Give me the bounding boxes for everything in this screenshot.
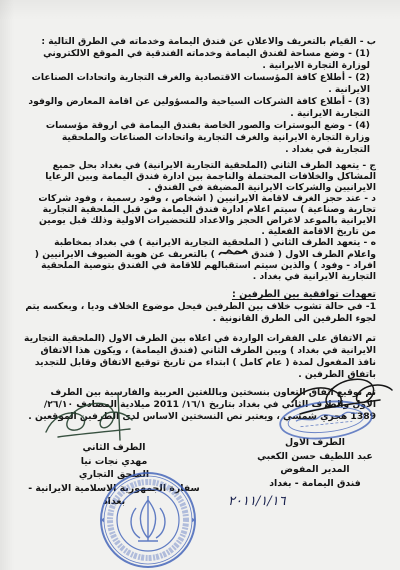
clause-b-item-2: (2) - أطلاع كافة المؤسسات الاقتصادية والغرف التجارية واتحادات الصناعات الايرانية . [31, 72, 370, 95]
clause-b-item-3: (3) - أطلاع كافة الشركات السياحية والمسؤولين عن اقامة المعارض والوفود التجارية الايرانية . [28, 96, 370, 119]
clause-h [24, 237, 376, 282]
ink-scribble-mark [218, 248, 248, 258]
mutual-obligation-1: 1- في حالة تشوب خلاف بين الطرفين فيحل موضوع الخلاف وديا ، وبعكسه يتم لجوء الطرفين الى الطرق القانونية . [25, 301, 376, 324]
handwritten-date: ٢٠١١/١/١٦ [228, 494, 286, 509]
clause-d: د - عند حجز الغرف لاقامة الايرانيين ( اشخاص ، وفود رسمية ، وفود شركات تجارية وصناعية ) سيتم اعلام ادارة فندق اليمامة من قبل الملحقية التجارية الايرانية بالموعد لاغراض الحجز والاعداد للتحضيرات الاولية وذلك قبل يومين من تاريخ الاقامة الفعلية . [38, 193, 376, 237]
clause-b-list [24, 48, 376, 156]
clause-b-item-1: (1) - وضع مساحة لفندق اليمامة وخدماته الفندقية في الموقع الالكتروني لوزارة التجارة الايرانية . [43, 48, 370, 71]
clause-b-intro: ب - القيام بالتعريف والاعلان عن فندق اليمامة وخدماته في الطرق التالية : [41, 36, 376, 47]
party-two-organization: سفارة الجمهورية الاسلامية الايرانية - بغداد [28, 482, 200, 507]
clause-h-part-1: ه - يتعهد الطرف الثاني ( الملحقية التجارية الايرانية ) في بغداد بمخاطبة واعلام الطرف الاول ( فندق [54, 237, 376, 260]
party-one-signature-block [250, 436, 380, 490]
party-one-organization: فندق اليمامة - بغداد [269, 477, 361, 489]
party-one-position: المدير المفوض [280, 464, 350, 475]
party-two-title: الطرف الثاني [82, 442, 146, 453]
clause-b-item-4: (4) - وضع البوسترات والصور الخاصة بفندق اليمامة في اروقة مؤسسات وزارة التجارة الايرانية والغرف التجارية واتحادات الصناعات والملحقية التجارية في بغداد . [45, 120, 370, 155]
clause-j: ج - يتعهد الطرف الثاني (الملحقية التجارية الايرانية) في بغداد بحل جميع المشاكل والخلافات المحتملة والناجمة بين ادارة فندق اليمامة وبين الرعايا الايرانيين والشركات الايرانية المضيفة في الفندق . [45, 160, 376, 193]
party-one-name: عبد اللطيف حسن الكعبي [257, 450, 373, 462]
signing-paragraph: تم توقيع اتفاق التعاون بنسختين وباللغتين العربية والفارسية بين الطرف الاول والطرف الثاني في بغداد بتاريخ ١٦/١/ 2011 ميلادية المصادف ٢٦/١٠/ 1389 هجري شمسي ، ويعتبر نص النسختين الاساس لدى الطرفين الموقعين . [28, 387, 376, 422]
mutual-obligations-heading: تعهدات توافقية بين الطرفين : [231, 289, 376, 300]
agreement-paragraph: تم الاتفاق على الفقرات الواردة في اعلاه بين الطرف الاول (الملحقية التجارية الايرانية في بغداد ) وبين الطرف الثاني (فندق اليمامة) ، ويكون هذا الاتفاق نافذ المفعول لمدة ( عام كامل ) ابتداء من تاريخ توقيع الاتفاق وقابل للتجديد باتفاق الطرفين . [24, 333, 376, 380]
clause-h-part-2: ) بالتعريف عن هوية الضيوف الايرانيين ( افراد - وفود ) والذين سيتم استقبالهم للاقامة في الفندق بتوصية الملحقية التجارية الايرانية في بغداد . [34, 249, 376, 282]
party-two-signature-block [18, 441, 210, 509]
party-two-position: الملحق التجاري [78, 469, 150, 480]
agreement-body [24, 36, 376, 423]
party-two-name: مهدي نجات نيا [80, 455, 148, 467]
party-one-title: الطرف الاول [284, 437, 345, 448]
